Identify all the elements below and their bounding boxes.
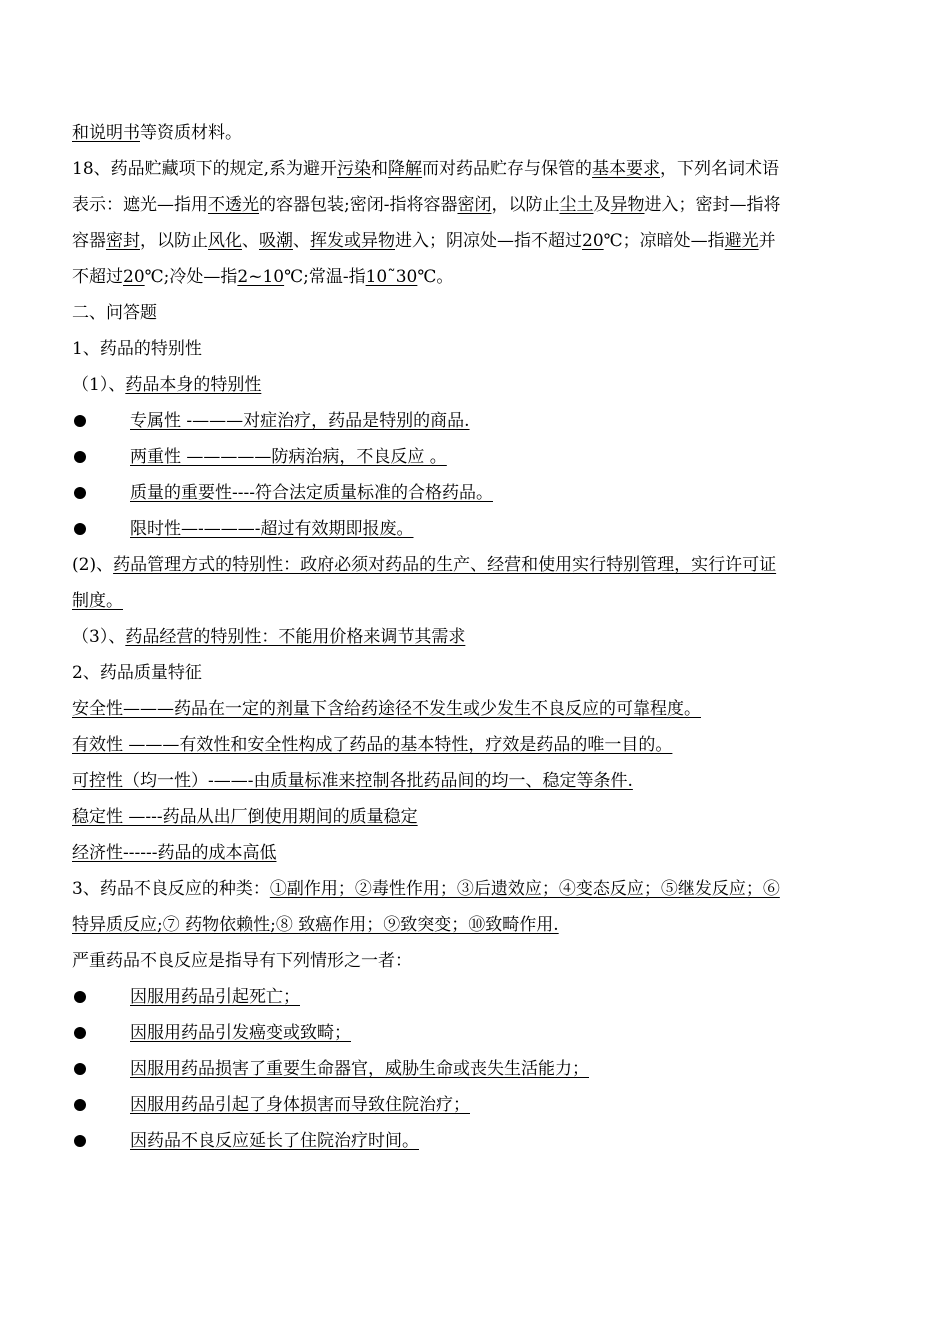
text-segment: ℃；凉暗处—指 xyxy=(603,231,725,251)
bullet-icon xyxy=(74,487,86,499)
underlined-term: 密封 xyxy=(106,231,140,251)
text-segment: 和 xyxy=(371,159,389,179)
text-segment: ℃。 xyxy=(417,267,454,287)
underlined-term: 密闭 xyxy=(457,195,492,215)
storage-line-2 xyxy=(72,187,882,223)
underlined-term: 制度。 xyxy=(72,591,123,611)
bullet-icon xyxy=(74,523,86,535)
serious-reaction-intro: 严重药品不良反应是指导有下列情形之一者： xyxy=(72,951,412,971)
bullet-icon xyxy=(74,1027,86,1039)
text-segment: (2)、 xyxy=(72,555,114,575)
list-item-text: 限时性—-———-超过有效期即报废。 xyxy=(130,519,414,539)
underlined-term: 可控性（均一性）-——-由质量标准来控制各批药品间的均一、稳定等条件. xyxy=(72,771,633,791)
list-item xyxy=(72,439,882,475)
bullet-icon xyxy=(74,1135,86,1147)
list-item xyxy=(72,979,882,1015)
list-item xyxy=(72,1123,882,1159)
bullet-icon xyxy=(74,991,86,1003)
underlined-term: 20 xyxy=(123,267,145,287)
text-segment: 18、药品贮藏项下的规定,系为避开 xyxy=(72,159,338,179)
list-item xyxy=(72,475,882,511)
underlined-term: 药品经营的特别性：不能用价格来调节其需求 xyxy=(125,627,466,647)
text-segment: 的容器包装;密闭-指将容器 xyxy=(259,195,458,215)
text-segment: ，以防止 xyxy=(140,231,208,251)
underlined-term: 挥发或异物 xyxy=(310,231,395,251)
underlined-term: 不透光 xyxy=(208,195,259,215)
subsection-1-2-cont xyxy=(72,583,882,619)
underlined-term: ①副作用；②毒性作用；③后遗效应；④变态反应；⑤继发反应；⑥ xyxy=(269,879,780,899)
text-segment: 、 xyxy=(242,231,259,251)
quality-item xyxy=(72,835,882,871)
storage-item-18 xyxy=(72,151,882,187)
quality-item xyxy=(72,727,882,763)
text-segment: ，下列名词术语 xyxy=(660,159,780,179)
text-segment: 而对药品贮存与保管的 xyxy=(422,159,593,179)
list-item-text: 质量的重要性----符合法定质量标准的合格药品。 xyxy=(130,483,493,503)
storage-line-3 xyxy=(72,223,882,259)
underlined-term: 吸潮 xyxy=(259,231,293,251)
text-segment: ℃;冷处—指 xyxy=(144,267,238,287)
text-segment: 进入；阴凉处—指不超过 xyxy=(395,231,582,251)
underlined-term: 和说明书 xyxy=(72,123,140,143)
text-segment: （3）、 xyxy=(72,627,126,647)
text-segment: 进入；密封—指将 xyxy=(644,195,781,215)
underlined-term: 安全性———药品在一定的剂量下含给药途径不发生或少发生不良反应的可靠程度。 xyxy=(72,699,701,719)
underlined-term: 尘土 xyxy=(559,195,594,215)
bullet-icon xyxy=(74,415,86,427)
text-segment: 不超过 xyxy=(72,267,123,287)
subsection-1-2 xyxy=(72,547,882,583)
underlined-term: 避光 xyxy=(724,231,759,251)
underlined-term: 风化 xyxy=(208,231,242,251)
subsection-1-3 xyxy=(72,619,882,655)
text-segment: 、 xyxy=(293,231,310,251)
quality-item xyxy=(72,799,882,835)
underlined-term: 异物 xyxy=(610,195,645,215)
list-item xyxy=(72,403,882,439)
subsection-1-1 xyxy=(72,367,882,403)
text-segment: 容器 xyxy=(72,231,106,251)
list-item-text: 两重性 —————防病治病，不良反应 。 xyxy=(130,447,447,467)
text-line-1 xyxy=(72,115,882,151)
section-heading: 二、问答题 xyxy=(72,303,157,323)
text-segment: （1）、 xyxy=(72,375,126,395)
underlined-term: 污染 xyxy=(337,159,372,179)
text-segment: 等资质材料。 xyxy=(140,123,242,143)
list-item-text: 因服用药品引起了身体损害而导致住院治疗； xyxy=(130,1095,470,1115)
underlined-term: 经济性------药品的成本高低 xyxy=(72,843,277,863)
list-item-text: 因服用药品损害了重要生命器官，威胁生命或丧失生活能力； xyxy=(130,1059,589,1079)
text-segment: 表示：遮光—指用 xyxy=(72,195,208,215)
question-2-heading: 2、药品质量特征 xyxy=(72,663,202,683)
text-segment: 并 xyxy=(758,231,776,251)
list-item-text: 专属性 -———对症治疗，药品是特别的商品. xyxy=(130,411,470,431)
bullet-icon xyxy=(74,451,86,463)
list-item-text: 因药品不良反应延长了住院治疗时间。 xyxy=(130,1131,419,1151)
list-item xyxy=(72,1015,882,1051)
underlined-term: 药品管理方式的特别性：政府必须对药品的生产、经营和使用实行特别管理，实行许可证 xyxy=(113,555,777,575)
text-segment: 3、药品不良反应的种类： xyxy=(72,879,270,899)
list-item-text: 因服用药品引发癌变或致畸； xyxy=(130,1023,351,1043)
quality-item xyxy=(72,691,882,727)
list-item xyxy=(72,1051,882,1087)
underlined-term: 20 xyxy=(582,231,604,251)
question-3-line-2 xyxy=(72,907,882,943)
underlined-term: 2~10 xyxy=(237,267,285,287)
text-segment: ，以防止 xyxy=(491,195,560,215)
list-item xyxy=(72,1087,882,1123)
underlined-term: 有效性 ———有效性和安全性构成了药品的基本特性，疗效是药品的唯一目的。 xyxy=(72,735,673,755)
question-1-heading: 1、药品的特别性 xyxy=(72,339,202,359)
underlined-term: 10˜30 xyxy=(365,267,418,287)
text-segment: 及 xyxy=(593,195,611,215)
text-segment: ℃;常温-指 xyxy=(284,267,366,287)
underlined-term: 降解 xyxy=(388,159,423,179)
bullet-icon xyxy=(74,1063,86,1075)
list-item xyxy=(72,511,882,547)
underlined-term: 基本要求 xyxy=(592,159,661,179)
list-item-text: 因服用药品引起死亡； xyxy=(130,987,300,1007)
quality-item xyxy=(72,763,882,799)
bullet-icon xyxy=(74,1099,86,1111)
underlined-term: 特异质反应;⑦ 药物依赖性;⑧ 致癌作用；⑨致突变；⑩致畸作用. xyxy=(72,915,559,935)
question-3-line-1 xyxy=(72,871,882,907)
underlined-term: 药品本身的特别性 xyxy=(125,375,262,395)
underlined-term: 稳定性 —---药品从出厂倒使用期间的质量稳定 xyxy=(72,807,418,827)
storage-line-4 xyxy=(72,259,882,295)
